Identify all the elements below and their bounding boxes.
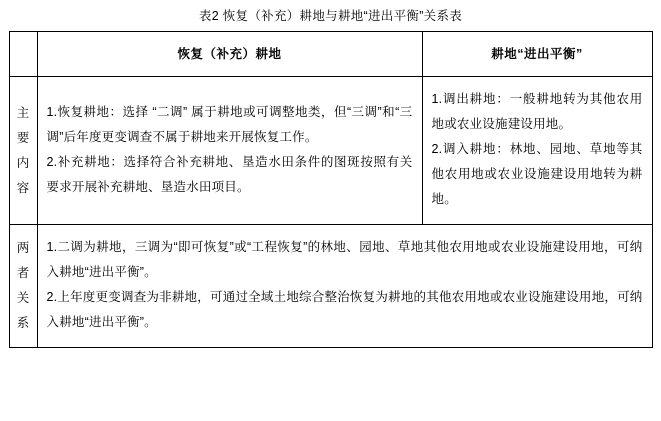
table-row-main-content xyxy=(9,77,652,225)
header-farmland-balance: 耕地“进出平衡” xyxy=(422,32,652,77)
cell-main-content-recovered xyxy=(37,77,422,225)
paragraph: 2.调入耕地：林地、园地、草地等其他农用地或农业设施建设用地转为耕地。 xyxy=(431,142,643,206)
header-corner-cell xyxy=(9,32,37,77)
row-label-main-content-text: 主 要 内 容 xyxy=(16,105,30,195)
row-label-relationship xyxy=(9,225,37,348)
paragraph: 1.二调为耕地，三调为“即可恢复”或“工程恢复”的林地、园地、草地其他农用地或农业设施建设用地，可纳入耕地“进出平衡”。 xyxy=(46,240,643,279)
paragraph: 1.恢复耕地：选择 “二调” 属于耕地或可调整地类，但“三调”和“三调”后年度更变调查不属于耕地来开展恢复工作。 xyxy=(46,104,413,144)
paragraph: 2.上年度更变调查为非耕地，可通过全域土地综合整治恢复为耕地的其他农用地或农业设施建设用地，可纳入耕地“进出平衡”。 xyxy=(46,290,643,329)
table-header-row xyxy=(9,32,652,77)
cell-main-content-balance xyxy=(422,77,652,225)
paragraph: 2.补充耕地：选择符合补充耕地、垦造水田条件的图斑按照有关要求开展补充耕地、垦造水田项目。 xyxy=(46,154,413,194)
paragraph: 1.调出耕地：一般耕地转为其他农用地或农业设施建设用地。 xyxy=(431,92,643,131)
header-recovered-farmland: 恢复（补充）耕地 xyxy=(37,32,422,77)
table-caption: 表2 恢复（补充）耕地与耕地“进出平衡”关系表 xyxy=(198,9,463,23)
table-row-relationship xyxy=(9,225,652,348)
relationship-table xyxy=(9,31,653,348)
cell-relationship-content xyxy=(37,225,652,348)
row-label-main-content xyxy=(9,77,37,225)
row-label-relationship-text: 两 者 关 系 xyxy=(16,241,30,330)
